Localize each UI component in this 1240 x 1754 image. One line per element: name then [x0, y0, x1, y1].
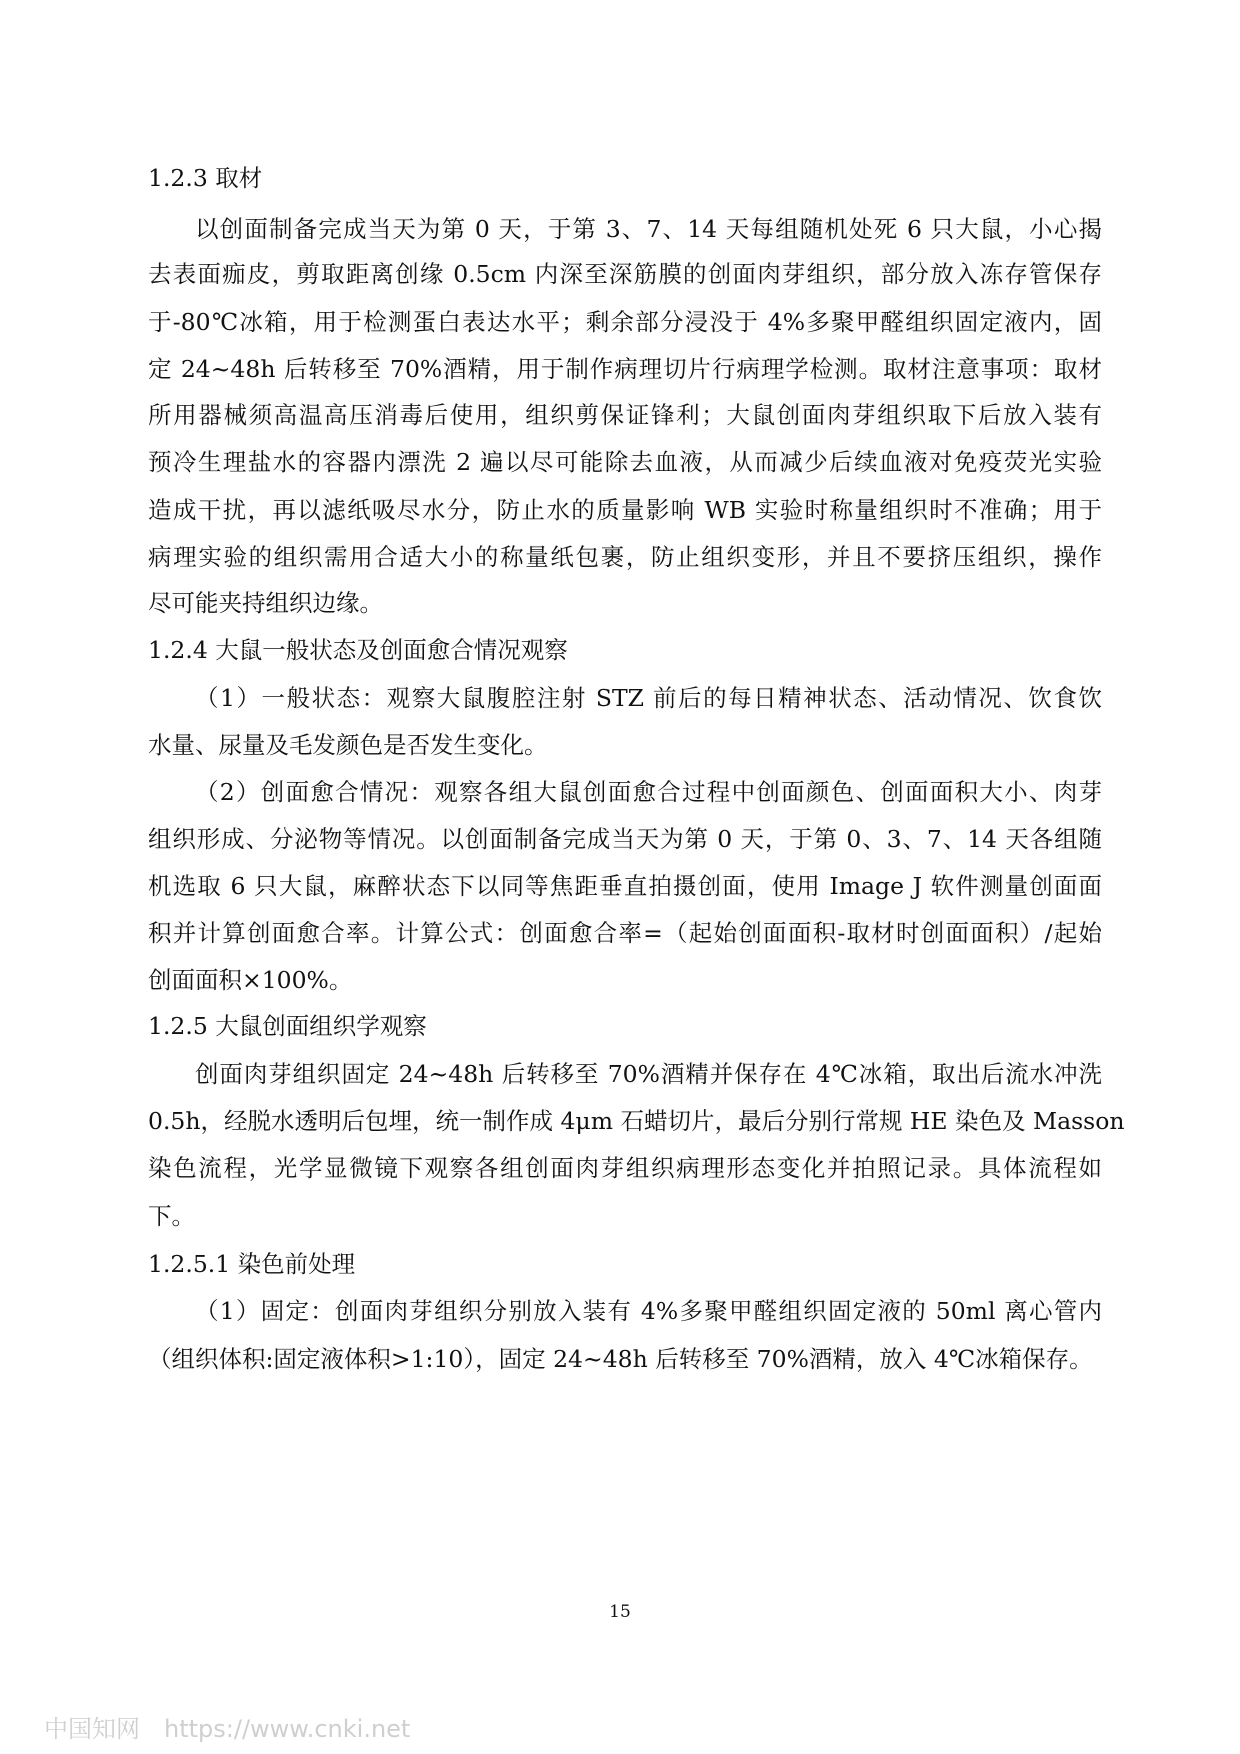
paragraph-line: 组织形成、分泌物等情况。以创面制备完成当天为第 0 天，于第 0、3、7、14 天各组随: [148, 825, 1102, 853]
section-heading: 1.2.5.1 染色前处理: [148, 1250, 356, 1278]
section-heading: 1.2.5 大鼠创面组织学观察: [148, 1012, 427, 1040]
paragraph-line: 创面面积×100%。: [148, 966, 353, 994]
paragraph-line: 定 24~48h 后转移至 70%酒精，用于制作病理切片行病理学检测。取材注意事项：取材: [148, 355, 1102, 383]
watermark-url: https://www.cnki.net: [164, 1715, 411, 1743]
paragraph-line: 以创面制备完成当天为第 0 天，于第 3、7、14 天每组随机处死 6 只大鼠，小心揭: [195, 215, 1102, 243]
paragraph-line: 预冷生理盐水的容器内漂洗 2 遍以尽可能除去血液，从而减少后续血液对免疫荧光实验: [148, 448, 1102, 476]
paragraph-line: （组织体积:固定液体积>1:10），固定 24~48h 后转移至 70%酒精，放入 4℃冰箱保存。: [148, 1345, 1093, 1373]
paragraph-line: （1）固定：创面肉芽组织分别放入装有 4%多聚甲醛组织固定液的 50ml 离心管内: [195, 1297, 1102, 1325]
paragraph-line: 0.5h，经脱水透明后包埋，统一制作成 4μm 石蜡切片，最后分别行常规 HE 染色及 Masson: [148, 1107, 1125, 1135]
paragraph-line: 染色流程，光学显微镜下观察各组创面肉芽组织病理形态变化并拍照记录。具体流程如: [148, 1154, 1102, 1182]
page-number: 15: [609, 1602, 631, 1622]
section-heading: 1.2.4 大鼠一般状态及创面愈合情况观察: [148, 636, 568, 664]
paragraph-line: 水量、尿量及毛发颜色是否发生变化。: [148, 731, 548, 759]
paragraph-line: 所用器械须高温高压消毒后使用，组织剪保证锋利；大鼠创面肉芽组织取下后放入装有: [148, 401, 1102, 429]
paragraph-line: 病理实验的组织需用合适大小的称量纸包裹，防止组织变形，并且不要挤压组织，操作: [148, 543, 1102, 571]
paragraph-line: 造成干扰，再以滤纸吸尽水分，防止水的质量影响 WB 实验时称量组织时不准确；用于: [148, 496, 1102, 524]
paragraph-line: 去表面痂皮，剪取距离创缘 0.5cm 内深至深筋膜的创面肉芽组织，部分放入冻存管保存: [148, 260, 1102, 288]
paragraph-line: 积并计算创面愈合率。计算公式：创面愈合率=（起始创面面积-取材时创面面积）/起始: [148, 919, 1102, 947]
paragraph-line: 机选取 6 只大鼠，麻醉状态下以同等焦距垂直拍摄创面，使用 Image J 软件测量创面面: [148, 872, 1102, 900]
section-heading: 1.2.3 取材: [148, 164, 263, 192]
paragraph-line: 尽可能夹持组织边缘。: [148, 589, 383, 617]
paragraph-line: （1）一般状态：观察大鼠腹腔注射 STZ 前后的每日精神状态、活动情况、饮食饮: [195, 684, 1102, 712]
paragraph-line: 创面肉芽组织固定 24~48h 后转移至 70%酒精并保存在 4℃冰箱，取出后流水冲洗: [195, 1060, 1102, 1088]
paragraph-line: 下。: [148, 1202, 195, 1230]
paragraph-line: 于-80℃冰箱，用于检测蛋白表达水平；剩余部分浸没于 4%多聚甲醛组织固定液内，固: [148, 308, 1102, 336]
paragraph-line: （2）创面愈合情况：观察各组大鼠创面愈合过程中创面颜色、创面面积大小、肉芽: [195, 778, 1102, 806]
cnki-watermark: [44, 1714, 434, 1744]
watermark-brand: 中国知网: [44, 1715, 140, 1743]
